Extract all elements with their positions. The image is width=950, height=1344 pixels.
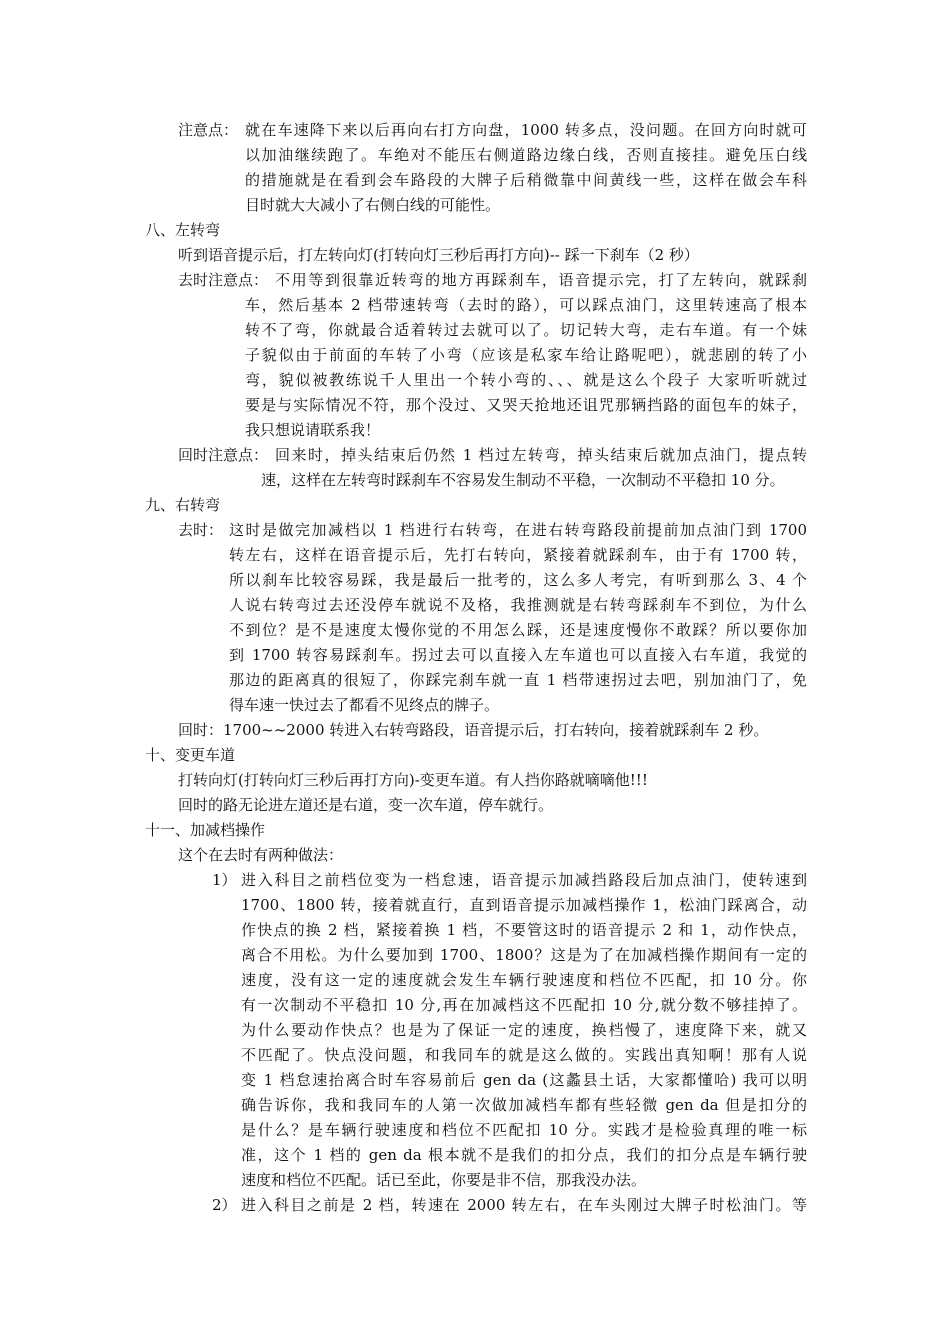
left-turn-go-line: 子貌似由于前面的车转了小弯（应该是私家车给让路呢吧），就悲剧的转了小 xyxy=(245,346,807,364)
list-marker: 1） xyxy=(212,871,237,889)
list-item-line: 不匹配了。快点没问题，和我同车的就是这么做的。实践出真知啊！那有人说 xyxy=(241,1046,807,1064)
note-line: 目时就大大减小了右侧白线的可能性。 xyxy=(245,196,501,214)
right-turn-go-line: 所以刹车比较容易踩，我是最后一批考的，这么多人考完，有听到那么 3、4 个 xyxy=(229,571,807,589)
right-turn-go-label: 去时： xyxy=(178,521,224,539)
list-item-line: 速度，没有这一定的速度就会发生车辆行驶速度和档位不匹配，扣 10 分。你 xyxy=(241,971,807,989)
right-turn-go-line: 到 1700 转容易踩刹车。拐过去可以直接入左车道也可以直接入右车道，我觉的 xyxy=(229,646,807,664)
list-item-line: 作快点的换 2 档，紧接着换 1 档，不要管这时的语音提示 2 和 1，动作快点， xyxy=(241,921,807,939)
list-item-line: 速度和档位不匹配。话已至此，你要是非不信，那我没办法。 xyxy=(241,1171,647,1189)
left-turn-back-label: 回时注意点： xyxy=(178,446,269,464)
left-turn-go-line: 不用等到很靠近转弯的地方再踩刹车，语音提示完，打了左转向，就踩刹 xyxy=(275,271,807,289)
section-heading-lane-change: 十、变更车道 xyxy=(145,746,236,764)
right-turn-go-line: 这时是做完加减档以 1 档进行右转弯，在进右转弯路段前提前加点油门到 1700 xyxy=(229,521,807,539)
left-turn-go-line: 我只想说请联系我！ xyxy=(245,421,381,439)
left-turn-intro: 听到语音提示后，打左转向灯(打转向灯三秒后再打方向)-- 踩一下刹车（2 秒） xyxy=(178,246,699,264)
section-heading-right-turn: 九、右转弯 xyxy=(145,496,221,514)
right-turn-go-line: 转左右，这样在语音提示后，先打右转向，紧接着就踩刹车，由于有 1700 转， xyxy=(229,546,807,564)
list-item-line: 变 1 档怠速抬离合时车容易前后 gen da (这蠡县土话，大家都懂哈) 我可以明 xyxy=(241,1071,807,1089)
note-line: 以加油继续跑了。车绝对不能压右侧道路边缘白线，否则直接挂。避免压白线 xyxy=(245,146,807,164)
left-turn-back-line: 回来时，掉头结束后仍然 1 档过左转弯，掉头结束后就加点油门，提点转 xyxy=(275,446,807,464)
note-label: 注意点： xyxy=(178,121,239,139)
list-item-line: 准，这个 1 档的 gen da 根本就不是我们的扣分点，我们的扣分点是车辆行驶 xyxy=(241,1146,807,1164)
left-turn-back-line: 速，这样在左转弯时踩刹车不容易发生制动不平稳，一次制动不平稳扣 10 分。 xyxy=(261,471,785,489)
section-heading-left-turn: 八、左转弯 xyxy=(145,221,221,239)
left-turn-go-label: 去时注意点： xyxy=(178,271,269,289)
list-item-line: 有一次制动不平稳扣 10 分,再在加减档这不匹配扣 10 分,就分数不够挂掉了。 xyxy=(241,996,807,1014)
right-turn-back-line: 回时：1700~~2000 转进入右转弯路段，语音提示后，打右转向，接着就踩刹车 2 秒。 xyxy=(178,721,769,739)
list-item-line: 是什么？是车辆行驶速度和档位不匹配扣 10 分。实践才是检验真理的唯一标 xyxy=(241,1121,807,1139)
left-turn-go-line: 弯，貌似被教练说千人里出一个转小弯的、、、就是这么个段子 大家听听就过 xyxy=(245,371,807,389)
list-item-line: 为什么要动作快点？也是为了保证一定的速度，换档慢了，速度降下来，就又 xyxy=(241,1021,807,1039)
list-marker: 2） xyxy=(212,1196,237,1214)
list-item-line: 确告诉你，我和我同车的人第一次做加减档车都有些轻微 gen da 但是扣分的 xyxy=(241,1096,807,1114)
lane-change-line: 回时的路无论进左道还是右道，变一次车道，停车就行。 xyxy=(178,796,554,814)
list-item-line: 进入科目之前是 2 档，转速在 2000 转左右，在车头刚过大牌子时松油门。等 xyxy=(241,1196,807,1214)
right-turn-go-line: 得车速一快过去了都看不见终点的牌子。 xyxy=(229,696,500,714)
left-turn-go-line: 要是与实际情况不符，那个没过、又哭天抢地还诅咒那辆挡路的面包车的妹子， xyxy=(245,396,807,414)
left-turn-go-line: 转不了弯，你就最合适着转过去就可以了。切记转大弯，走右车道。有一个妹 xyxy=(245,321,807,339)
list-item-line: 1700、1800 转，接着就直行，直到语音提示加减档操作 1，松油门踩离合，动 xyxy=(241,896,807,914)
list-item-line: 进入科目之前档位变为一档怠速，语音提示加减挡路段后加点油门，使转速到 xyxy=(241,871,807,889)
right-turn-go-line: 不到位？是不是速度太慢你觉的不用怎么踩，还是速度慢你不敢踩？所以要你加 xyxy=(229,621,807,639)
gear-shift-intro: 这个在去时有两种做法： xyxy=(178,846,344,864)
note-line: 的措施就是在看到会车路段的大牌子后稍微靠中间黄线一些，这样在做会车科 xyxy=(245,171,807,189)
lane-change-line: 打转向灯(打转向灯三秒后再打方向)-变更车道。有人挡你路就嘀嘀他!!! xyxy=(178,771,648,789)
note-line: 就在车速降下来以后再向右打方向盘，1000 转多点，没问题。在回方向时就可 xyxy=(245,121,807,139)
right-turn-go-line: 那边的距离真的很短了，你踩完刹车就一直 1 档带速拐过去吧，别加油门了，免 xyxy=(229,671,807,689)
section-heading-gear-shift: 十一、加减档操作 xyxy=(145,821,266,839)
left-turn-go-line: 车，然后基本 2 档带速转弯（去时的路），可以踩点油门，这里转速高了根本 xyxy=(245,296,807,314)
list-item-line: 离合不用松。为什么要加到 1700、1800？这是为了在加减档操作期间有一定的 xyxy=(241,946,807,964)
right-turn-go-line: 人说右转弯过去还没停车就说不及格，我推测就是右转弯踩刹车不到位，为什么 xyxy=(229,596,807,614)
